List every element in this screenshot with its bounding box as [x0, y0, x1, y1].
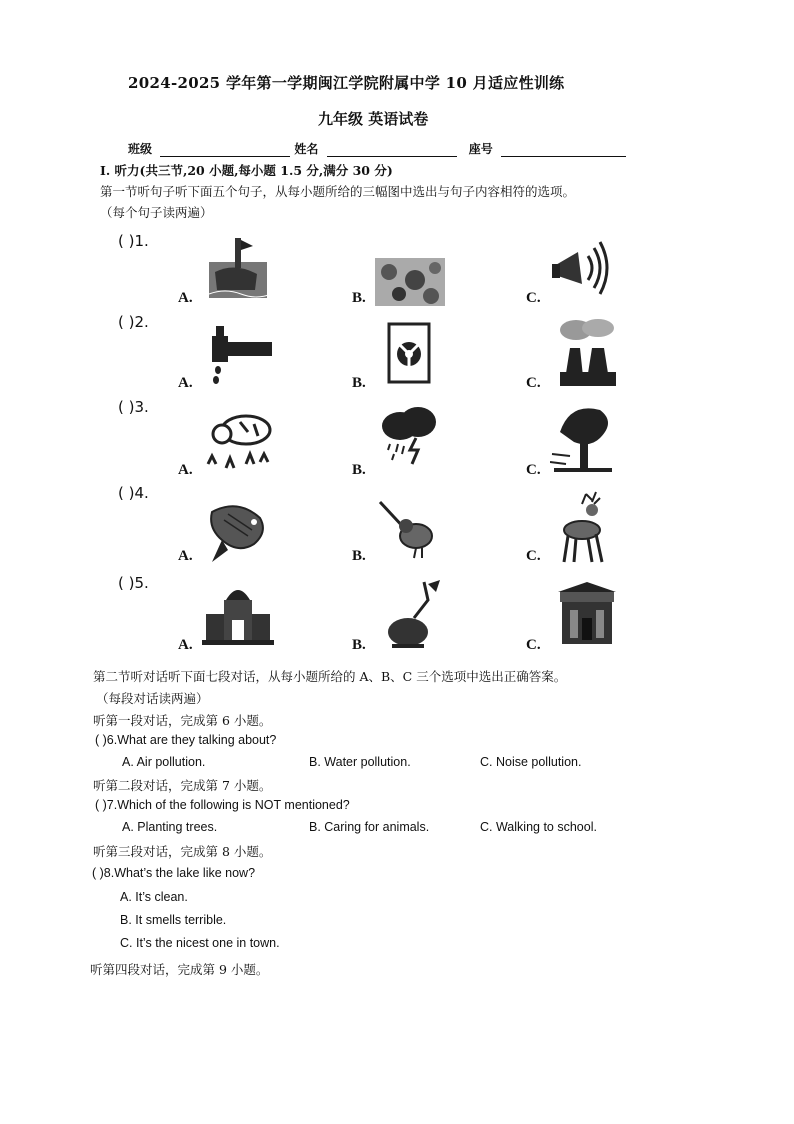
option-a[interactable]: A. [178, 548, 193, 564]
option-c[interactable]: C. [526, 548, 541, 564]
q8-option-c[interactable]: C. It’s the nicest one in town. [120, 936, 280, 950]
question-4-number: ( )4. [118, 484, 149, 502]
section2-instruction: 第二节听对话听下面七段对话，从每小题所给的 A、B、C 三个选项中选出正确答案。 [93, 669, 567, 684]
fish-icon[interactable] [198, 492, 274, 568]
cow-grazing-icon[interactable] [200, 404, 276, 474]
exam-subtitle: 九年级 英语试卷 [318, 110, 429, 128]
exam-title: 2024-2025 学年第一学期闽江学院附属中学 10 月适应性训练 [128, 74, 565, 92]
bird-icon[interactable] [376, 496, 440, 560]
bank-building-icon[interactable] [556, 580, 618, 648]
q6-option-b[interactable]: B. Water pollution. [309, 755, 411, 769]
option-b[interactable]: B. [352, 637, 366, 653]
dialogue-2-intro: 听第二段对话，完成第 7 小题。 [93, 778, 272, 793]
seat-field[interactable] [501, 144, 626, 157]
q8-option-b[interactable]: B. It smells terrible. [120, 913, 227, 927]
option-c[interactable]: C. [526, 375, 541, 391]
question-8: ( )8.What’s the lake like now? [92, 866, 256, 880]
option-b[interactable]: B. [352, 462, 366, 478]
dialogue-3-intro: 听第三段对话，完成第 8 小题。 [93, 844, 272, 859]
palace-icon[interactable] [202, 580, 274, 646]
class-label: 班级 [128, 142, 153, 156]
polluted-water-icon[interactable] [375, 258, 445, 306]
q6-option-a[interactable]: A. Air pollution. [122, 755, 206, 769]
question-6: ( )6.What are they talking about? [95, 733, 277, 747]
forest-cutting-icon[interactable] [384, 578, 446, 650]
option-a[interactable]: A. [178, 637, 193, 653]
student-info-row [128, 140, 626, 157]
boat-sinking-icon[interactable] [205, 232, 271, 302]
question-5-number: ( )5. [118, 574, 149, 592]
dialogue-4-intro: 听第四段对话，完成第 9 小题。 [90, 962, 269, 977]
seat-label: 座号 [468, 142, 493, 156]
class-field[interactable] [160, 144, 290, 157]
option-a[interactable]: A. [178, 290, 193, 306]
option-b[interactable]: B. [352, 375, 366, 391]
option-c[interactable]: C. [526, 462, 541, 478]
q6-option-c[interactable]: C. Noise pollution. [480, 755, 582, 769]
factory-smoke-icon[interactable] [556, 316, 618, 388]
deer-icon[interactable] [556, 490, 614, 566]
dialogue-1-intro: 听第一段对话，完成第 6 小题。 [93, 713, 272, 728]
option-c[interactable]: C. [526, 290, 541, 306]
section1-instruction: 第一节听句子听下面五个句子，从每小题所给的三幅图中选出与句子内容相符的选项。 [100, 184, 576, 199]
option-c[interactable]: C. [526, 637, 541, 653]
option-a[interactable]: A. [178, 462, 193, 478]
question-7: ( )7.Which of the following is NOT mentioned? [95, 798, 350, 812]
name-field[interactable] [327, 144, 457, 157]
name-label: 姓名 [294, 142, 319, 156]
thunderstorm-cloud-icon[interactable] [378, 404, 440, 466]
q8-option-a[interactable]: A. It’s clean. [120, 890, 188, 904]
q7-option-c[interactable]: C. Walking to school. [480, 820, 597, 834]
windy-tree-icon[interactable] [550, 402, 616, 474]
dripping-tap-icon[interactable] [198, 322, 274, 388]
question-1-number: ( )1. [118, 232, 149, 250]
section2-instruction-2: （每段对话读两遍） [96, 691, 209, 706]
option-a[interactable]: A. [178, 375, 193, 391]
question-3-number: ( )3. [118, 398, 149, 416]
q7-option-b[interactable]: B. Caring for animals. [309, 820, 430, 834]
option-b[interactable]: B. [352, 548, 366, 564]
q7-option-a[interactable]: A. Planting trees. [122, 820, 218, 834]
loudspeaker-icon[interactable] [548, 236, 614, 298]
section1-instruction-2: （每个句子读两遍） [100, 205, 213, 220]
question-2-number: ( )2. [118, 313, 149, 331]
part1-heading: I. 听力(共三节,20 小题,每小题 1.5 分,满分 30 分) [100, 163, 393, 178]
option-b[interactable]: B. [352, 290, 366, 306]
radioactive-barrel-icon[interactable] [385, 320, 433, 386]
